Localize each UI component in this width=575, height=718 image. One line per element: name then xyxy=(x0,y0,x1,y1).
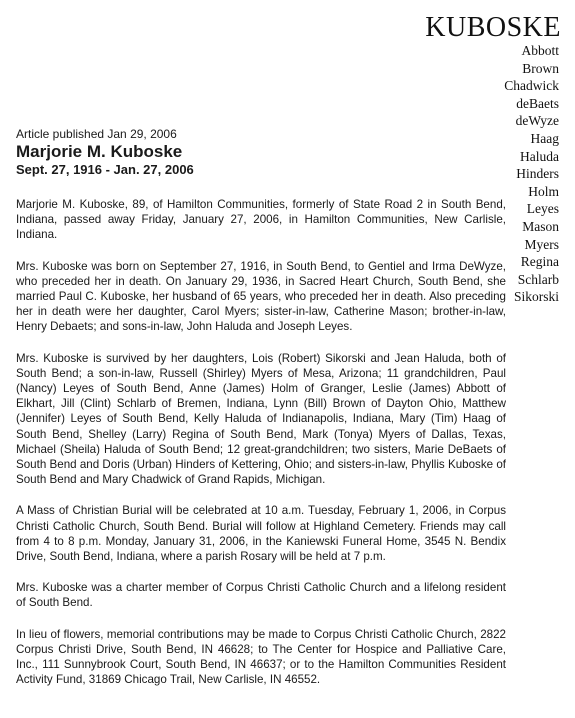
family-name: deWyze xyxy=(515,113,559,129)
family-name: Haluda xyxy=(520,148,559,164)
obituary-paragraph: Mrs. Kuboske was born on September 27, 1916, in South Bend, to Gentiel and Irma DeWyze, who preceded her in death. On January 29, 1936, in Sacred Heart Church, South Bend, she married Paul C. Kuboske, her husband of 65 years, who preceded her in death. Also preceding her in death were her daughter, Carol Myers; sister-in-law, Catherine Mason; brother-in-law, Henry Debaets; and sons-in-law, John Haluda and Joseph Leyes. xyxy=(16,259,506,334)
family-name: Holm xyxy=(528,183,559,199)
lifespan-dates: Sept. 27, 1916 - Jan. 27, 2006 xyxy=(16,162,194,177)
obituary-article xyxy=(16,127,506,703)
obituary-paragraph: In lieu of flowers, memorial contributions may be made to Corpus Christi Catholic Church, 2822 Corpus Christi Drive, South Bend, IN 46628; to The Center for Hospice and Palliative Care, Inc., 111 Sunnybrook Court, South Bend, IN 46637; or to the Hamilton Communities Resident Activity Fund, 31869 Chicago Trail, New Carlisle, IN 46552. xyxy=(16,627,506,687)
family-names-list xyxy=(504,42,559,306)
family-name: Chadwick xyxy=(504,78,559,94)
deceased-name: Marjorie M. Kuboske xyxy=(16,142,183,161)
family-name: Sikorski xyxy=(513,289,559,305)
family-name: Haag xyxy=(530,130,559,146)
family-name: Hinders xyxy=(516,166,559,182)
obituary-paragraph: Marjorie M. Kuboske, 89, of Hamilton Communities, formerly of State Road 2 in South Bend, Indiana, passed away Friday, January 27, 2006, in Hamilton Communities, New Carlisle, Indiana. xyxy=(16,198,506,242)
family-name: Schlarb xyxy=(517,271,559,287)
surname-heading: KUBOSKE xyxy=(425,12,561,43)
obituary-paragraph: Mrs. Kuboske is survived by her daughters, Lois (Robert) Sikorski and Jean Haluda, both of South Bend; a son-in-law, Russell (Shirley) Myers of Mesa, Arizona; 11 grandchildren, Paul (Nancy) Leyes of South Bend, Anne (James) Holm of Granger, Leslie (James) Abbott of Elkhart, Jill (Clint) Schlarb of Bremen, Indiana, Lynn (Bill) Brown of Dayton Ohio, Matthew (Jennifer) Leyes of South Bend, Kelly Haluda of Indianapolis, Indiana, Mary (Tim) Haag of South Bend, Shelley (Larry) Regina of South Bend, Mark (Tonya) Myers of Dallas, Texas, Michael (Sheila) Haluda of South Bend; 12 great-grandchildren; two sisters, Marie DeBaets of South Bend and Doris (Urban) Hinders of Kettering, Ohio; and sisters-in-law, Phyllis Kuboske of South Bend and Mary Chadwick of Grand Rapids, Michigan. xyxy=(16,351,506,487)
family-name: Brown xyxy=(522,60,559,76)
family-name: Myers xyxy=(524,236,559,252)
family-name: deBaets xyxy=(516,95,559,111)
obituary-paragraph: Mrs. Kuboske was a charter member of Corpus Christi Catholic Church and a lifelong resident of South Bend. xyxy=(16,581,506,610)
publication-date: Article published Jan 29, 2006 xyxy=(16,127,177,141)
family-name: Regina xyxy=(520,254,559,270)
family-name: Leyes xyxy=(526,201,559,217)
family-name: Mason xyxy=(522,218,559,234)
family-name: Abbott xyxy=(521,43,559,58)
obituary-paragraph: A Mass of Christian Burial will be celebrated at 10 a.m. Tuesday, February 1, 2006, in Corpus Christi Catholic Church, South Bend. Burial will follow at Highland Cemetery. Friends may call from 4 to 8 p.m. Monday, January 31, 2006, in the Kaniewski Funeral Home, 3545 N. Bendix Drive, South Bend, Indiana, where a parish Rosary will be held at 7 p.m. xyxy=(16,504,506,564)
